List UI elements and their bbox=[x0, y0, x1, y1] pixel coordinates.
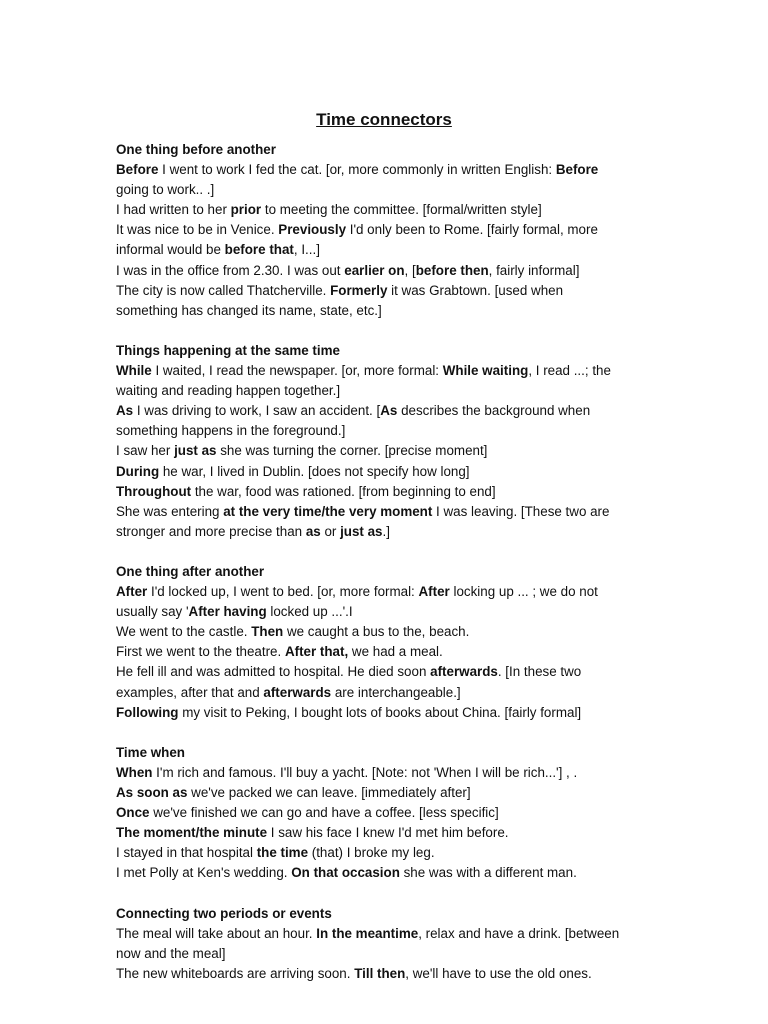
text-segment: I saw her bbox=[116, 443, 175, 459]
connector-term: Following bbox=[116, 704, 179, 720]
connector-term: After bbox=[116, 584, 148, 600]
text-segment: I stayed in that hospital bbox=[116, 845, 257, 861]
text-segment: I met Polly at Ken's wedding. bbox=[116, 865, 292, 881]
connector-term: prior bbox=[230, 202, 262, 218]
text-line bbox=[116, 261, 656, 281]
text-line bbox=[116, 421, 656, 441]
text-line bbox=[116, 582, 656, 602]
connector-term: In the meantime bbox=[316, 925, 419, 941]
text-segment: The new whiteboards are arriving soon. bbox=[116, 965, 355, 981]
text-line bbox=[116, 662, 656, 682]
section bbox=[116, 140, 656, 321]
connector-term: After bbox=[418, 584, 450, 600]
connector-term: before that bbox=[224, 242, 294, 258]
text-segment: the war, food was rationed. [from beginning to end] bbox=[191, 483, 496, 499]
text-line bbox=[116, 240, 656, 260]
text-segment: she was turning the corner. [precise moment] bbox=[216, 443, 488, 459]
text-line bbox=[116, 944, 656, 964]
text-line bbox=[116, 401, 656, 421]
connector-term: After having bbox=[188, 604, 267, 620]
text-line bbox=[116, 602, 656, 622]
text-line bbox=[116, 220, 656, 240]
text-segment: , relax and have a drink. [between bbox=[418, 925, 620, 941]
text-line bbox=[116, 200, 656, 220]
text-line bbox=[116, 281, 656, 301]
text-segment: He fell ill and was admitted to hospital. He died soon bbox=[116, 664, 431, 680]
text-segment: locked up ...'.I bbox=[266, 604, 353, 620]
section bbox=[116, 341, 656, 542]
section bbox=[116, 904, 656, 984]
text-line bbox=[116, 823, 656, 843]
text-segment: locking up ... ; we do not bbox=[449, 584, 598, 600]
connector-term: Before bbox=[555, 162, 599, 178]
section-heading: Connecting two periods or events bbox=[116, 905, 332, 921]
connector-term: As bbox=[116, 403, 134, 419]
connector-term: Throughout bbox=[116, 483, 192, 499]
text-line bbox=[116, 301, 656, 321]
connector-term: Previously bbox=[278, 222, 347, 238]
text-segment: First we went to the theatre. bbox=[116, 644, 285, 660]
text-segment: we've packed we can leave. [immediately after] bbox=[187, 785, 471, 800]
text-line bbox=[116, 843, 656, 863]
text-segment: I saw his face I knew I'd met him before. bbox=[267, 825, 509, 841]
text-segment: he war, I lived in Dublin. [does not specify how long] bbox=[159, 463, 470, 479]
text-segment: She was entering bbox=[116, 503, 224, 519]
text-line bbox=[116, 622, 656, 642]
connector-term: Before bbox=[116, 162, 159, 178]
text-segment: to meeting the committee. [formal/written style] bbox=[261, 202, 542, 218]
text-segment: something happens in the foreground.] bbox=[116, 423, 346, 439]
connector-term: When bbox=[116, 764, 153, 780]
text-segment: .] bbox=[382, 523, 390, 539]
text-segment: now and the meal] bbox=[116, 945, 226, 961]
text-segment: we caught a bus to the, beach. bbox=[283, 624, 470, 640]
connector-term: During bbox=[116, 463, 160, 479]
text-segment: , I...] bbox=[293, 242, 320, 258]
text-line bbox=[116, 863, 656, 883]
text-segment: usually say ' bbox=[116, 604, 189, 620]
text-segment: It was nice to be in Venice. bbox=[116, 222, 279, 238]
connector-term: While waiting bbox=[442, 363, 529, 379]
section bbox=[116, 562, 656, 723]
text-line bbox=[116, 361, 656, 381]
text-line bbox=[116, 522, 656, 542]
connector-term: As soon as bbox=[116, 785, 188, 800]
text-line bbox=[116, 441, 656, 461]
text-segment: The city is now called Thatcherville. bbox=[116, 282, 331, 298]
text-segment: we had a meal. bbox=[348, 644, 443, 660]
text-segment: we've finished we can go and have a coffee. [less specific] bbox=[149, 805, 499, 821]
text-segment: I waited, I read the newspaper. [or, more formal: bbox=[151, 363, 443, 379]
text-segment: I'm rich and famous. I'll buy a yacht. [Note: not 'When I will be rich...'] , . bbox=[152, 764, 578, 780]
text-segment: stronger and more precise than bbox=[116, 523, 306, 539]
section-heading: Time when bbox=[116, 744, 185, 760]
text-line bbox=[116, 462, 656, 482]
text-segment: , I read ...; the bbox=[528, 363, 611, 379]
text-segment: I was driving to work, I saw an accident. [ bbox=[133, 403, 381, 419]
text-segment: or bbox=[320, 523, 341, 539]
text-segment: We went to the castle. bbox=[116, 624, 252, 640]
text-segment: I'd only been to Rome. [fairly formal, more bbox=[346, 222, 598, 238]
text-segment: describes the background when bbox=[397, 403, 591, 419]
text-segment: waiting and reading happen together.] bbox=[116, 383, 341, 399]
text-segment: I'd locked up, I went to bed. [or, more formal: bbox=[147, 584, 419, 600]
connector-term: just as bbox=[174, 443, 217, 459]
connector-term: as bbox=[305, 523, 321, 539]
text-line bbox=[116, 763, 656, 783]
connector-term: before then bbox=[415, 262, 489, 278]
connector-term: at the very time/the very moment bbox=[223, 503, 433, 519]
text-segment: something has changed its name, state, etc.] bbox=[116, 302, 382, 318]
text-segment: I went to work I fed the cat. [or, more commonly in written English: bbox=[158, 162, 556, 178]
text-line bbox=[116, 964, 656, 984]
text-segment: , fairly informal] bbox=[488, 262, 580, 278]
text-line bbox=[116, 683, 656, 703]
connector-term: Once bbox=[116, 805, 150, 821]
text-segment: are interchangeable.] bbox=[331, 684, 461, 700]
text-segment: going to work.. .] bbox=[116, 182, 215, 198]
connector-term: Till then bbox=[354, 965, 406, 981]
connector-term: The moment/the minute bbox=[116, 825, 268, 841]
text-segment: The meal will take about an hour. bbox=[116, 925, 317, 941]
text-line bbox=[116, 924, 656, 944]
page-title: Time connectors bbox=[316, 110, 452, 129]
section-heading: One thing before another bbox=[116, 142, 276, 157]
text-segment: , we'll have to use the old ones. bbox=[405, 965, 592, 981]
text-segment: my visit to Peking, I bought lots of books about China. [fairly formal] bbox=[178, 704, 582, 720]
text-line bbox=[116, 642, 656, 662]
text-line bbox=[116, 502, 656, 522]
document-body bbox=[116, 140, 656, 1004]
connector-term: afterwards bbox=[430, 664, 498, 680]
text-segment: (that) I broke my leg. bbox=[308, 845, 435, 861]
text-line bbox=[116, 803, 656, 823]
text-segment: she was with a different man. bbox=[399, 865, 577, 881]
connector-term: the time bbox=[256, 845, 309, 861]
text-segment: I was in the office from 2.30. I was out bbox=[116, 262, 345, 278]
section-heading: Things happening at the same time bbox=[116, 342, 340, 358]
connector-term: afterwards bbox=[263, 684, 332, 700]
text-segment: examples, after that and bbox=[116, 684, 264, 700]
text-line bbox=[116, 703, 656, 723]
text-segment: . [In these two bbox=[497, 664, 582, 680]
connector-term: Then bbox=[251, 624, 284, 640]
text-line bbox=[116, 783, 656, 803]
connector-term: Formerly bbox=[330, 282, 388, 298]
connector-term: just as bbox=[340, 523, 383, 539]
connector-term: earlier on bbox=[344, 262, 405, 278]
connector-term: As bbox=[380, 403, 398, 419]
connector-term: On that occasion bbox=[291, 865, 400, 881]
text-line bbox=[116, 482, 656, 502]
text-segment: I was leaving. [These two are bbox=[432, 503, 610, 519]
text-segment: informal would be bbox=[116, 242, 225, 258]
section bbox=[116, 743, 656, 884]
text-line bbox=[116, 180, 656, 200]
connector-term: While bbox=[116, 363, 152, 379]
text-segment: I had written to her bbox=[116, 202, 231, 218]
section-heading: One thing after another bbox=[116, 563, 265, 579]
text-line bbox=[116, 160, 656, 180]
text-segment: it was Grabtown. [used when bbox=[387, 282, 564, 298]
text-line bbox=[116, 381, 656, 401]
text-segment: , [ bbox=[404, 262, 416, 278]
connector-term: After that, bbox=[284, 644, 349, 660]
